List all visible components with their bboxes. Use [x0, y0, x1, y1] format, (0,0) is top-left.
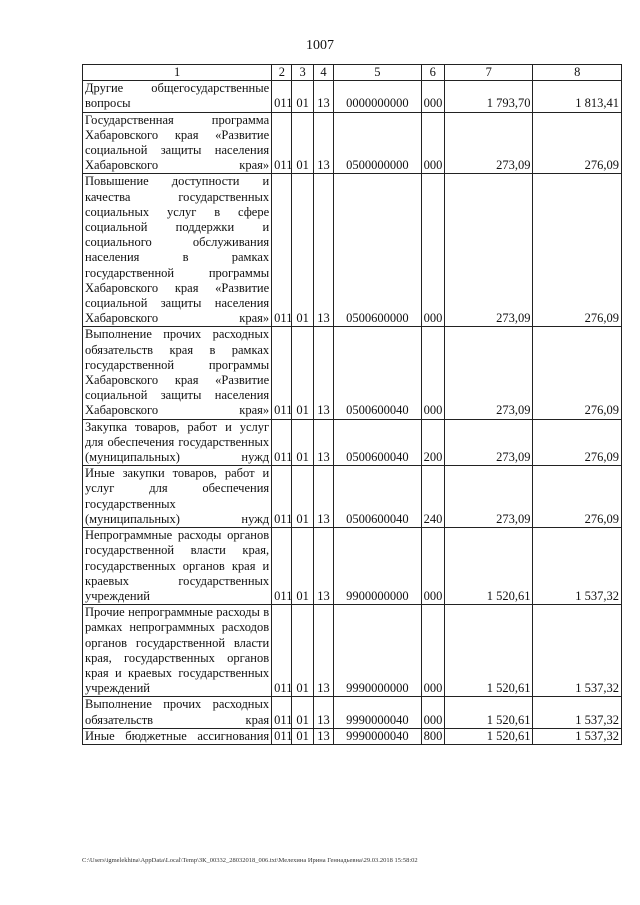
- code-cell: 011: [272, 81, 292, 112]
- header-cell: 7: [444, 65, 532, 81]
- expense-type-cell: 200: [421, 419, 444, 466]
- expense-type-cell: 000: [421, 81, 444, 112]
- row-name-cell: [83, 605, 272, 697]
- header-cell: 5: [334, 65, 421, 81]
- amount-cell: 1 537,32: [533, 605, 622, 697]
- expense-type-cell: 000: [421, 528, 444, 605]
- code-cell: 011: [272, 466, 292, 528]
- section-cell: 01: [292, 466, 313, 528]
- expense-type-cell: 000: [421, 174, 444, 327]
- section-cell: 01: [292, 697, 313, 728]
- section-cell: 01: [292, 81, 313, 112]
- table-row: [83, 112, 622, 174]
- section-cell: 01: [292, 112, 313, 174]
- row-name-cell: [83, 419, 272, 466]
- target-article-cell: 0500000000: [334, 112, 421, 174]
- expense-type-cell: 000: [421, 327, 444, 419]
- header-cell: 3: [292, 65, 313, 81]
- section-cell: 01: [292, 605, 313, 697]
- target-article-cell: 9990000040: [334, 697, 421, 728]
- row-name-cell: [83, 528, 272, 605]
- amount-cell: 276,09: [533, 419, 622, 466]
- amount-cell: 1 520,61: [444, 605, 532, 697]
- subsection-cell: 13: [313, 419, 333, 466]
- table-row: [83, 605, 622, 697]
- code-cell: 011: [272, 605, 292, 697]
- target-article-cell: 9990000000: [334, 605, 421, 697]
- row-name-cell: [83, 466, 272, 528]
- target-article-cell: 9990000040: [334, 728, 421, 744]
- table-row: [83, 174, 622, 327]
- expense-type-cell: 000: [421, 605, 444, 697]
- row-name-cell: [83, 327, 272, 419]
- table-row: [83, 728, 622, 744]
- subsection-cell: 13: [313, 697, 333, 728]
- subsection-cell: 13: [313, 528, 333, 605]
- amount-cell: 1 537,32: [533, 528, 622, 605]
- table-row: [83, 697, 622, 728]
- row-name-cell: [83, 697, 272, 728]
- row-name-text: Закупка товаров, работ и услуг для обеспечения государственных (муниципальных) нужд: [85, 419, 270, 465]
- page-number: 1007: [306, 38, 334, 53]
- subsection-cell: 13: [313, 728, 333, 744]
- header-cell: 2: [272, 65, 292, 81]
- amount-cell: 273,09: [444, 112, 532, 174]
- subsection-cell: 13: [313, 174, 333, 327]
- subsection-cell: 13: [313, 466, 333, 528]
- expense-type-cell: 800: [421, 728, 444, 744]
- table-row: [83, 466, 622, 528]
- code-cell: 011: [272, 112, 292, 174]
- row-name-cell: [83, 728, 272, 744]
- table-header-row: [83, 65, 622, 81]
- subsection-cell: 13: [313, 605, 333, 697]
- header-cell: 1: [83, 65, 272, 81]
- table-row: [83, 327, 622, 419]
- amount-cell: 276,09: [533, 174, 622, 327]
- section-cell: 01: [292, 528, 313, 605]
- amount-cell: 273,09: [444, 419, 532, 466]
- header-cell: 4: [313, 65, 333, 81]
- code-cell: 011: [272, 728, 292, 744]
- amount-cell: 273,09: [444, 174, 532, 327]
- row-name-text: Выполнение прочих расходных обязательств края в рамках государственной программы Хабаровского края «Развитие социальной защиты населения Хабаровского края»: [85, 327, 270, 418]
- amount-cell: 1 520,61: [444, 728, 532, 744]
- amount-cell: 276,09: [533, 466, 622, 528]
- amount-cell: 276,09: [533, 112, 622, 174]
- section-cell: 01: [292, 728, 313, 744]
- amount-cell: 1 520,61: [444, 528, 532, 605]
- amount-cell: 1 520,61: [444, 697, 532, 728]
- row-name-text: Другие общегосударственные вопросы: [85, 81, 270, 111]
- amount-cell: 1 537,32: [533, 697, 622, 728]
- code-cell: 011: [272, 174, 292, 327]
- row-name-cell: [83, 81, 272, 112]
- target-article-cell: 9900000000: [334, 528, 421, 605]
- header-cell: 8: [533, 65, 622, 81]
- target-article-cell: 0500600040: [334, 327, 421, 419]
- target-article-cell: 0500600040: [334, 419, 421, 466]
- header-cell: 6: [421, 65, 444, 81]
- row-name-cell: [83, 112, 272, 174]
- expense-type-cell: 000: [421, 697, 444, 728]
- code-cell: 011: [272, 419, 292, 466]
- section-cell: 01: [292, 174, 313, 327]
- target-article-cell: 0500600040: [334, 466, 421, 528]
- row-name-text: Государственная программа Хабаровского края «Развитие социальной защиты населения Хабаровского края»: [85, 112, 270, 173]
- section-cell: 01: [292, 327, 313, 419]
- target-article-cell: 0000000000: [334, 81, 421, 112]
- amount-cell: 1 537,32: [533, 728, 622, 744]
- amount-cell: 273,09: [444, 466, 532, 528]
- row-name-text: Повышение доступности и качества государственных социальных услуг в сфере социальной поддержки и социального обслуживания населения в рамках государственной программы Хабаровского края «Развитие социальной защиты населения Хабаровского края»: [85, 174, 270, 326]
- table-row: [83, 528, 622, 605]
- amount-cell: 276,09: [533, 327, 622, 419]
- row-name-text: Непрограммные расходы органов государственной власти края, государственных органов края и краевых государственных учреждений: [85, 528, 270, 603]
- row-name-text: Иные закупки товаров, работ и услуг для обеспечения государственных (муниципальных) нужд: [85, 466, 270, 526]
- expense-type-cell: 000: [421, 112, 444, 174]
- row-name-text: Иные бюджетные ассигнования: [85, 728, 270, 743]
- code-cell: 011: [272, 528, 292, 605]
- row-name-text: Прочие непрограммные расходы в рамках непрограммных расходов органов государственной власти края, государственных органов края и краевых государственных учреждений: [85, 605, 270, 696]
- subsection-cell: 13: [313, 327, 333, 419]
- file-path-footer: C:\Users\igmelekhina\AppData\Local\Temp\ЗК_00332_28032018_006.txt\Мелехина Ирина Геннадьевна\29.03.2018 15:58:02: [82, 857, 418, 864]
- expense-type-cell: 240: [421, 466, 444, 528]
- subsection-cell: 13: [313, 81, 333, 112]
- row-name-text: Выполнение прочих расходных обязательств края: [85, 697, 270, 727]
- amount-cell: 273,09: [444, 327, 532, 419]
- target-article-cell: 0500600000: [334, 174, 421, 327]
- budget-table: [82, 64, 622, 745]
- table-row: [83, 419, 622, 466]
- table-row: [83, 81, 622, 112]
- code-cell: 011: [272, 697, 292, 728]
- subsection-cell: 13: [313, 112, 333, 174]
- amount-cell: 1 793,70: [444, 81, 532, 112]
- section-cell: 01: [292, 419, 313, 466]
- amount-cell: 1 813,41: [533, 81, 622, 112]
- row-name-cell: [83, 174, 272, 327]
- code-cell: 011: [272, 327, 292, 419]
